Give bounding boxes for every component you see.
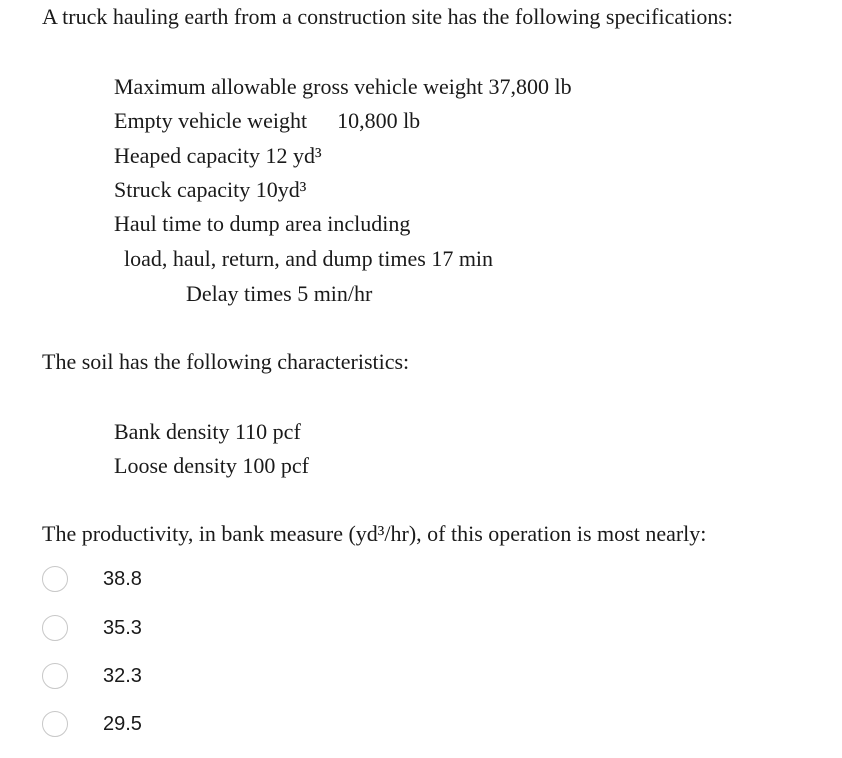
radio-button[interactable] — [42, 615, 68, 641]
answer-option[interactable] — [42, 663, 342, 693]
answer-option[interactable] — [42, 615, 342, 645]
answer-option-label: 38.8 — [103, 568, 142, 590]
radio-button[interactable] — [42, 566, 68, 592]
spec-delay-times: Delay times 5 min/hr — [186, 281, 373, 306]
intro-text: A truck hauling earth from a construction site has the following specifications: — [42, 4, 733, 29]
spec-empty-weight — [114, 110, 420, 132]
soil-loose-density: Loose density 100 pcf — [114, 453, 309, 478]
question-text: The productivity, in bank measure (yd³/hr), of this operation is most nearly: — [42, 521, 707, 546]
radio-button[interactable] — [42, 663, 68, 689]
answer-option[interactable] — [42, 711, 342, 741]
spec-heaped-capacity: Heaped capacity 12 yd³ — [114, 143, 322, 168]
spec-haul-time-line1: Haul time to dump area including — [114, 211, 411, 236]
answer-option-label: 29.5 — [103, 713, 142, 735]
soil-intro-text: The soil has the following characteristics: — [42, 349, 410, 374]
answer-option[interactable] — [42, 566, 342, 596]
answer-option-label: 35.3 — [103, 617, 142, 639]
spec-struck-capacity: Struck capacity 10yd³ — [114, 177, 307, 202]
spec-max-gross-weight: Maximum allowable gross vehicle weight 37,800 lb — [114, 74, 572, 99]
spec-haul-time-line2: load, haul, return, and dump times 17 min — [124, 246, 494, 271]
spec-empty-weight-label: Empty vehicle weight — [114, 108, 308, 133]
answer-option-label: 32.3 — [103, 665, 142, 687]
soil-bank-density: Bank density 110 pcf — [114, 419, 301, 444]
radio-button[interactable] — [42, 711, 68, 737]
spec-empty-weight-value: 10,800 lb — [337, 108, 421, 133]
